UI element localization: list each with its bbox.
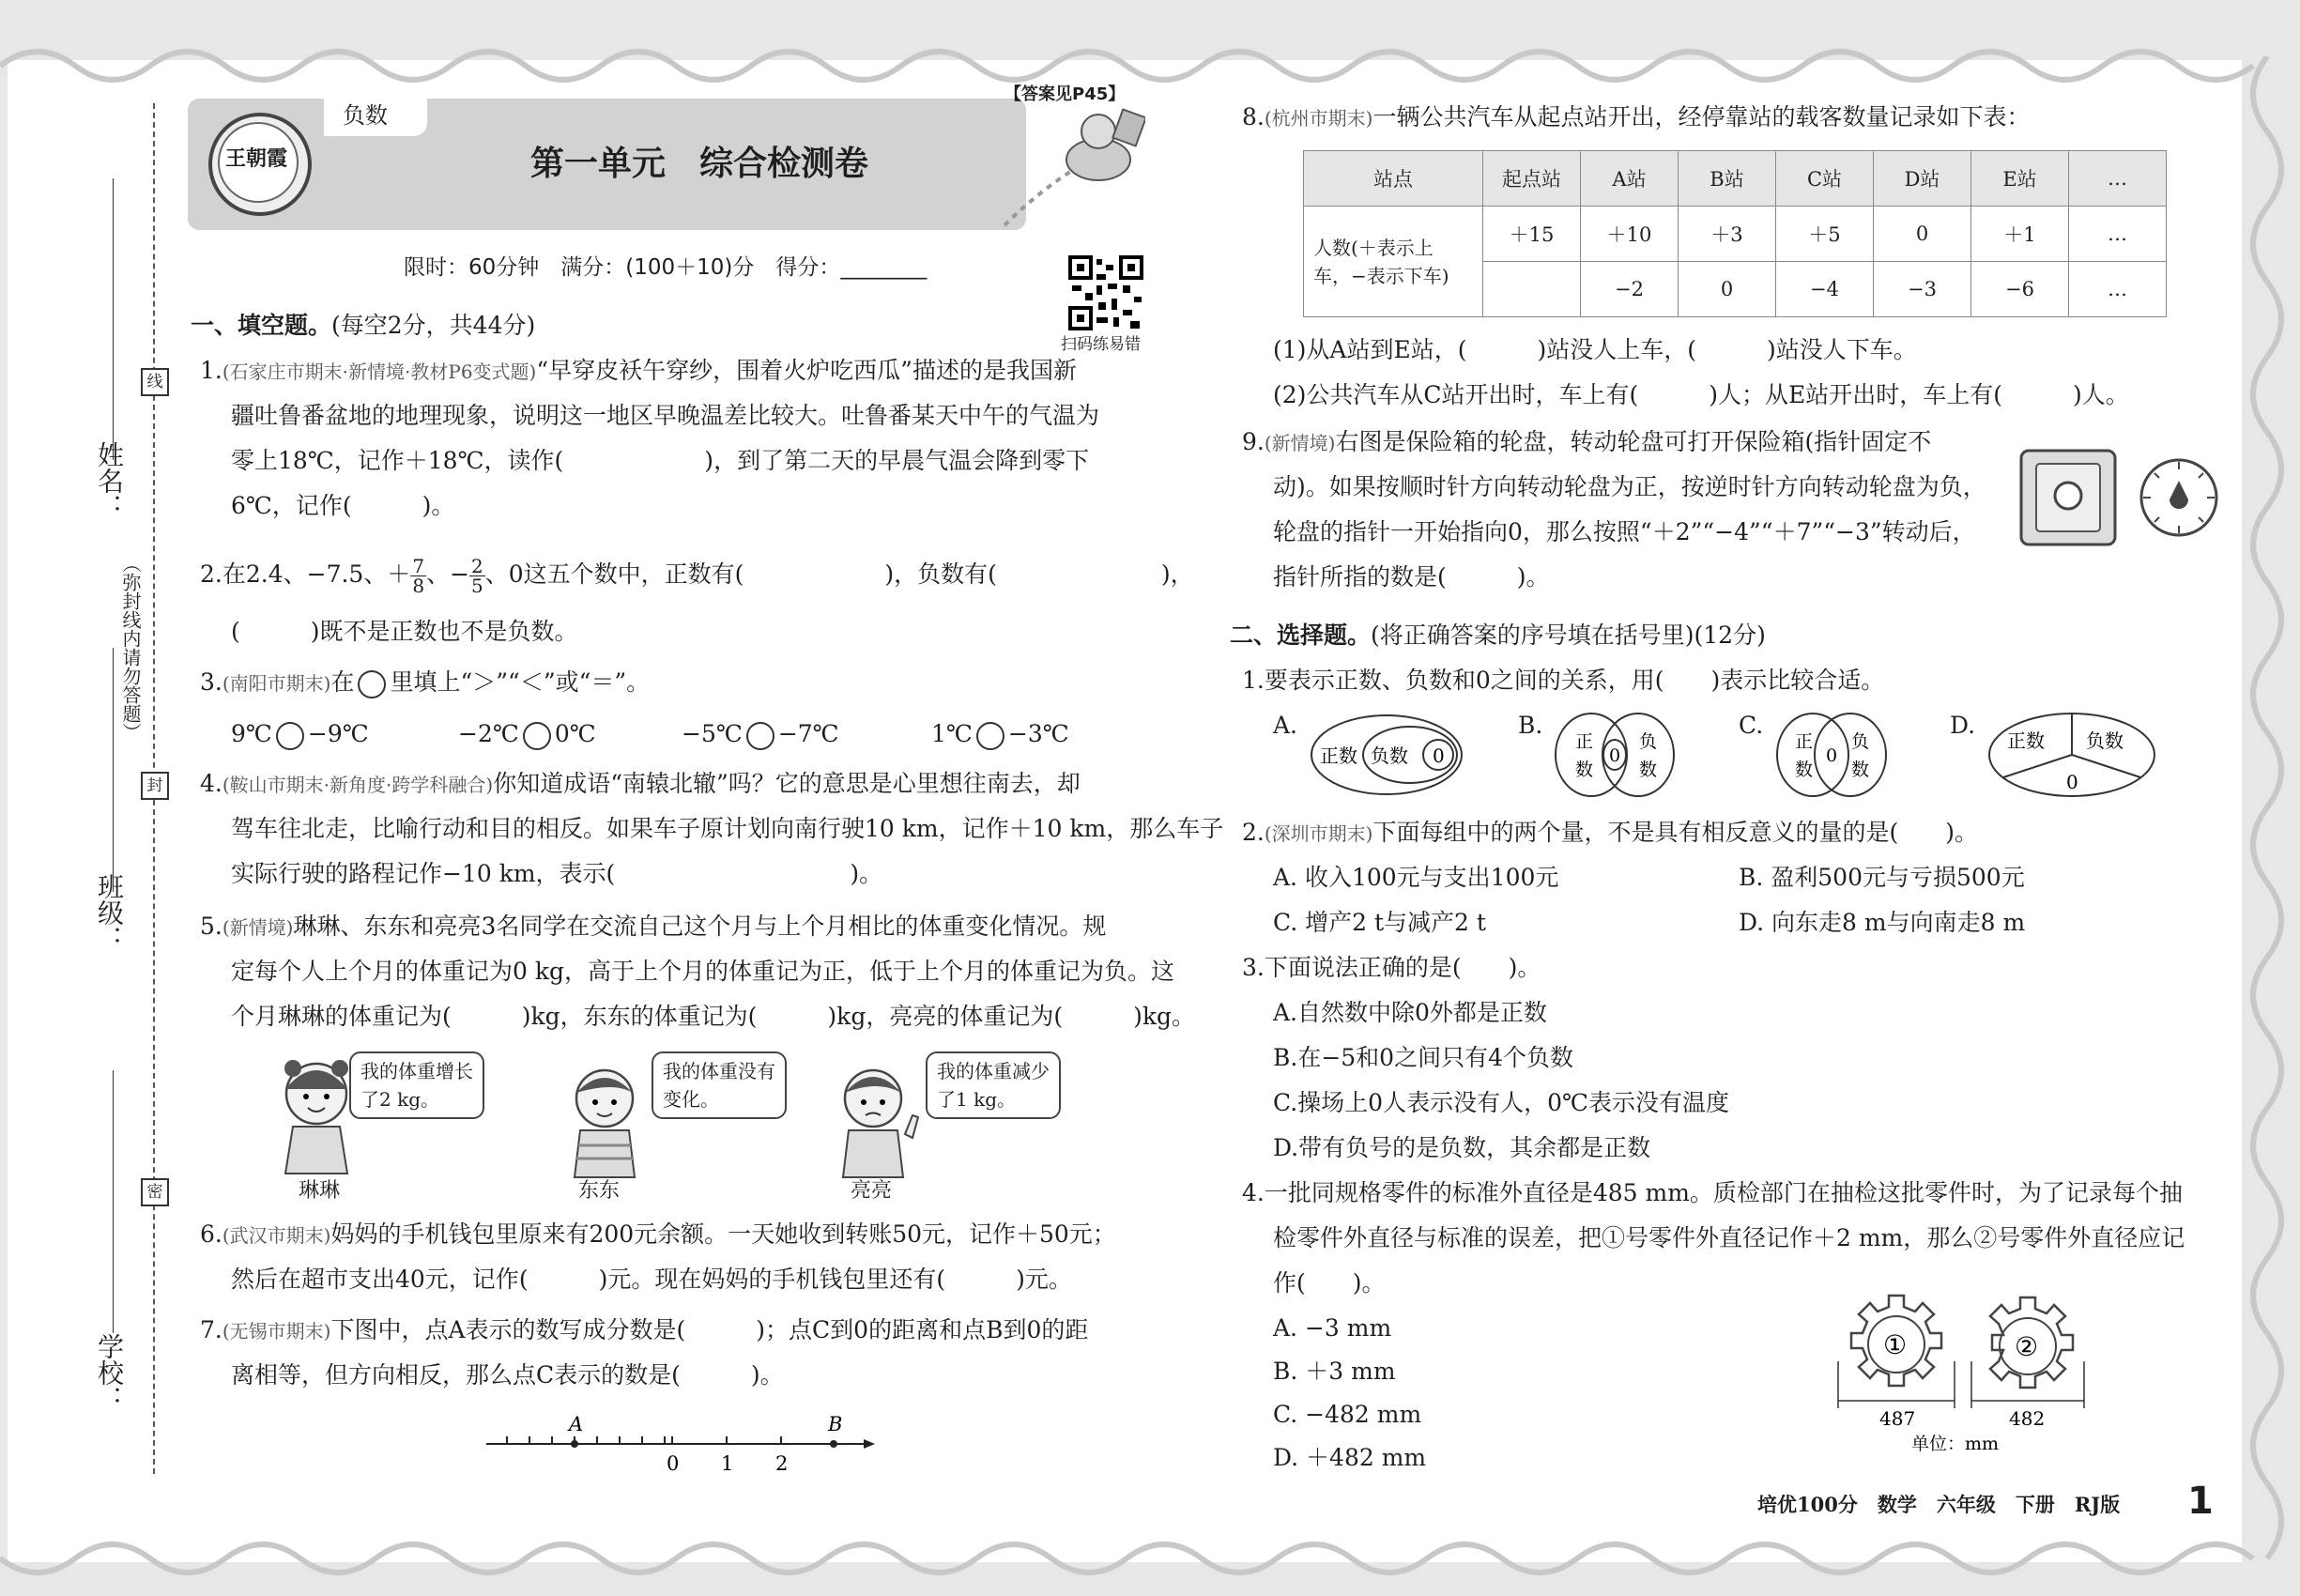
footer-text: 培优100分 数学 六年级 下册 RJ版 xyxy=(1757,1493,2121,1516)
question-4: 4.(鞍山市期末·新角度·跨学科融合)你知道成语“南辕北辙”吗？它的意思是心里想往南去，却 xyxy=(200,770,1081,797)
answer-circle[interactable] xyxy=(523,722,551,750)
choice-question-2: 2.(深圳市期末)下面每组中的两个量，不是具有相反意义的量的是( )。 xyxy=(1242,819,1978,846)
svg-text:单位：mm: 单位：mm xyxy=(1911,1434,2000,1454)
svg-text:正: 正 xyxy=(1795,731,1814,752)
svg-text:负数: 负数 xyxy=(2086,729,2124,752)
question-5-line3: 个月琳琳的体重记为( )kg，东东的体重记为( )kg，亮亮的体重记为( )kg。 xyxy=(231,1003,1195,1030)
question-8-sub2: (2)公共汽车从C站开出时，车上有( )人；从E站开出时，车上有( )人。 xyxy=(1273,381,2129,408)
svg-text:0: 0 xyxy=(1433,744,1445,767)
point-b-label: B xyxy=(828,1413,843,1435)
question-3: 3.(南阳市期末)在 里填上“＞”“＜”或“＝”。 xyxy=(200,667,650,699)
option-1c-label[interactable]: C. xyxy=(1739,712,1764,739)
answer-reference: 【答案见P45】 xyxy=(1004,84,1126,104)
seal-notice: （弥封线内请勿答题） xyxy=(119,554,142,742)
seal-mark-secret: 密 xyxy=(141,1178,169,1206)
choice-question-4-line3: 作( )。 xyxy=(1273,1269,1386,1297)
name-field[interactable] xyxy=(113,178,114,460)
question-2-line2: ( )既不是正数也不是负数。 xyxy=(231,618,578,645)
question-7: 7.(无锡市期末)下图中，点A表示的数写成分数是( )；点C到0的距离和点B到0的距 xyxy=(200,1316,1089,1343)
option-4d[interactable]: D. ＋482 mm xyxy=(1273,1444,1427,1471)
choice-question-3: 3.下面说法正确的是( )。 xyxy=(1242,954,1541,981)
svg-text:数: 数 xyxy=(1851,760,1870,780)
wavy-border-bottom xyxy=(0,1540,2300,1596)
question-9: 9.(新情境)右图是保险箱的轮盘，转动轮盘可打开保险箱(指针固定不 xyxy=(1242,428,1932,455)
option-1d-diagram[interactable] xyxy=(1983,708,2161,802)
gears-diagram xyxy=(1831,1286,2093,1455)
compare-item-2: −2℃ 0℃ xyxy=(458,718,596,750)
option-1c-diagram[interactable] xyxy=(1771,708,1893,802)
speech-bubble-dongdong: 我的体重没有 变化。 xyxy=(652,1051,787,1119)
question-6-line2: 然后在超市支出40元，记作( )元。现在妈妈的手机钱包里还有( )元。 xyxy=(231,1266,1072,1293)
svg-text:数: 数 xyxy=(1795,760,1814,780)
school-field[interactable] xyxy=(113,1070,114,1333)
question-1-line3: 零上18℃，记作＋18℃，读作( )，到了第二天的早晨气温会降到零下 xyxy=(231,447,1090,474)
svg-text:482: 482 xyxy=(2009,1407,2046,1430)
svg-text:数: 数 xyxy=(1639,760,1658,780)
option-1b-diagram[interactable] xyxy=(1549,708,1680,802)
option-2a[interactable]: A. 收入100元与支出100元 xyxy=(1273,864,1559,891)
option-2d[interactable]: D. 向东走8 m与向南走8 m xyxy=(1739,909,2026,936)
question-9-line3: 轮盘的指针一开始指向0，那么按照“＋2”“−4”“＋7”“−3”转动后， xyxy=(1273,518,1976,545)
option-4a[interactable]: A. −3 mm xyxy=(1273,1314,1392,1342)
tick-1: 1 xyxy=(721,1452,734,1474)
page-title: 第一单元 综合检测卷 xyxy=(530,145,869,183)
seal-mark-seal: 封 xyxy=(141,772,169,800)
svg-text:负: 负 xyxy=(1851,731,1870,752)
option-3d[interactable]: D.带有负号的是负数，其余都是正数 xyxy=(1273,1134,1651,1161)
question-2: 2.在2.4、−7.5、＋ $\frac{7}{8}$ 、− $\frac{2}{5}$ 、0这五个数中，正数有( )，负数有( )， xyxy=(200,555,1194,597)
name-linlin: 琳琳 xyxy=(299,1179,341,1203)
svg-text:①: ① xyxy=(1883,1329,1908,1360)
topic-label: 负数 xyxy=(343,102,388,129)
option-4b[interactable]: B. ＋3 mm xyxy=(1273,1358,1396,1385)
qr-code-icon[interactable] xyxy=(1068,255,1143,330)
question-1-line4: 6℃，记作( )。 xyxy=(231,492,455,519)
compare-circle-icon xyxy=(358,670,386,698)
option-3c[interactable]: C.操场上0人表示没有人，0℃表示没有温度 xyxy=(1273,1089,1729,1116)
option-2c[interactable]: C. 增产2 t与减产2 t xyxy=(1273,909,1486,936)
table-row-alighting: −2 0 −4 −3 −6 … xyxy=(1304,262,2167,317)
svg-text:0: 0 xyxy=(2066,771,2078,793)
answer-circle[interactable] xyxy=(746,722,774,750)
answer-circle[interactable] xyxy=(276,722,304,750)
question-4-line3: 实际行驶的路程记作−10 km，表示( )。 xyxy=(231,860,883,887)
table-header-row: 站点 起点站 A站 B站 C站 D站 E站 … xyxy=(1304,151,2167,207)
class-field[interactable] xyxy=(113,648,114,892)
number-line xyxy=(481,1408,875,1474)
svg-text:487: 487 xyxy=(1879,1407,1916,1430)
wavy-border-right xyxy=(2239,56,2295,1568)
rocket-character-illustration xyxy=(995,94,1145,233)
svg-text:负: 负 xyxy=(1639,731,1658,752)
section1-title: 一、填空题。(每空2分，共44分) xyxy=(191,312,536,339)
option-1d-label[interactable]: D. xyxy=(1950,712,1976,739)
svg-text:0: 0 xyxy=(1609,745,1621,766)
seal-mark-line: 线 xyxy=(141,368,169,396)
boy-dongdong-illustration xyxy=(558,1059,652,1183)
class-label: 班级： xyxy=(94,873,125,952)
question-7-line2: 离相等，但方向相反，那么点C表示的数是( )。 xyxy=(231,1361,784,1389)
question-6: 6.(武汉市期末)妈妈的手机钱包里原来有200元余额。一天她收到转账50元，记作＋50元； xyxy=(200,1220,1116,1248)
wavy-border-top xyxy=(0,28,2300,84)
option-2b[interactable]: B. 盈利500元与亏损500元 xyxy=(1739,864,2025,891)
page-number: 1 xyxy=(2187,1480,2214,1523)
answer-circle[interactable] xyxy=(976,722,1004,750)
safe-dial-illustration xyxy=(2014,441,2220,554)
school-label: 学校： xyxy=(94,1333,125,1412)
option-1b-label[interactable]: B. xyxy=(1518,712,1543,739)
question-8-sub1: (1)从A站到E站，( )站没人上车，( )站没人下车。 xyxy=(1273,336,1917,363)
speech-bubble-liangliang: 我的体重减少 了1 kg。 xyxy=(926,1051,1061,1119)
table-row-boarding: 人数(＋表示上 车，−表示下车) ＋15 ＋10 ＋3 ＋5 0 ＋1 … xyxy=(1304,207,2167,262)
option-4c[interactable]: C. −482 mm xyxy=(1273,1401,1422,1428)
question-1: 1.(石家庄市期末·新情境·教材P6变式题)“早穿皮袄午穿纱，围着火炉吃西瓜”描述的是我国新 xyxy=(200,357,1077,384)
choice-question-4-line2: 检零件外直径与标准的误差，把①号零件外直径记作＋2 mm，那么②号零件外直径应记 xyxy=(1273,1224,2185,1251)
name-liangliang: 亮亮 xyxy=(851,1179,893,1203)
choice-question-4: 4.一批同规格零件的标准外直径是485 mm。质检部门在抽检这批零件时，为了记录每个抽 xyxy=(1242,1179,2183,1206)
question-4-line2: 驾车往北走，比喻行动和目的相反。如果车子原计划向南行驶10 km，记作＋10 km，那么车子 xyxy=(231,815,1224,842)
option-1a-diagram[interactable] xyxy=(1307,708,1466,802)
question-8: 8.(杭州市期末)一辆公共汽车从起点站开出，经停靠站的载客数量记录如下表： xyxy=(1242,103,2031,130)
svg-text:正: 正 xyxy=(1575,731,1594,752)
question-9-line2: 动)。如果按顺时针方向转动轮盘为正，按逆时针方向转动轮盘为负， xyxy=(1273,473,1986,500)
exam-meta: 限时：60分钟 满分：(100＋10)分 得分：________ xyxy=(404,255,928,280)
qr-caption: 扫码练易错 xyxy=(1061,335,1141,354)
bus-passenger-table xyxy=(1303,150,2167,317)
name-dongdong: 东东 xyxy=(578,1179,621,1203)
section2-title: 二、选择题。(将正确答案的序号填在括号里)(12分) xyxy=(1230,622,1766,649)
compare-item-1: 9℃ −9℃ xyxy=(231,718,369,750)
name-label: 姓名： xyxy=(94,441,125,520)
boy-liangliang-illustration xyxy=(826,1059,929,1183)
compare-item-4: 1℃ −3℃ xyxy=(931,718,1069,750)
svg-text:数: 数 xyxy=(1575,760,1594,780)
question-5-line2: 定每个人上个月的体重记为0 kg，高于上个月的体重记为正，低于上个月的体重记为负。这 xyxy=(231,958,1175,985)
svg-text:0: 0 xyxy=(1826,745,1838,766)
question-9-line4: 指针所指的数是( )。 xyxy=(1273,563,1550,591)
svg-text:负数: 负数 xyxy=(1371,744,1408,767)
svg-text:②: ② xyxy=(2015,1331,2039,1362)
option-3a[interactable]: A.自然数中除0外都是正数 xyxy=(1273,999,1547,1026)
point-a-label: A xyxy=(569,1413,584,1435)
logo-text: 王朝霞 xyxy=(224,146,287,171)
option-1a-label[interactable]: A. xyxy=(1273,712,1298,739)
tick-2: 2 xyxy=(775,1452,789,1474)
question-5: 5.(新情境)琳琳、东东和亮亮3名同学在交流自己这个月与上个月相比的体重变化情况。规 xyxy=(200,913,1107,940)
option-3b[interactable]: B.在−5和0之间只有4个负数 xyxy=(1273,1044,1573,1071)
speech-bubble-linlin: 我的体重增长 了2 kg。 xyxy=(349,1051,484,1119)
compare-item-3: −5℃ −7℃ xyxy=(682,718,839,750)
tick-0: 0 xyxy=(667,1452,680,1474)
svg-text:正数: 正数 xyxy=(2007,729,2045,752)
choice-question-1: 1.要表示正数、负数和0之间的关系，用( )表示比较合适。 xyxy=(1242,667,1885,694)
svg-text:正数: 正数 xyxy=(1320,744,1357,767)
question-1-line2: 疆吐鲁番盆地的地理现象，说明这一地区早晚温差比较大。吐鲁番某天中午的气温为 xyxy=(231,402,1100,429)
